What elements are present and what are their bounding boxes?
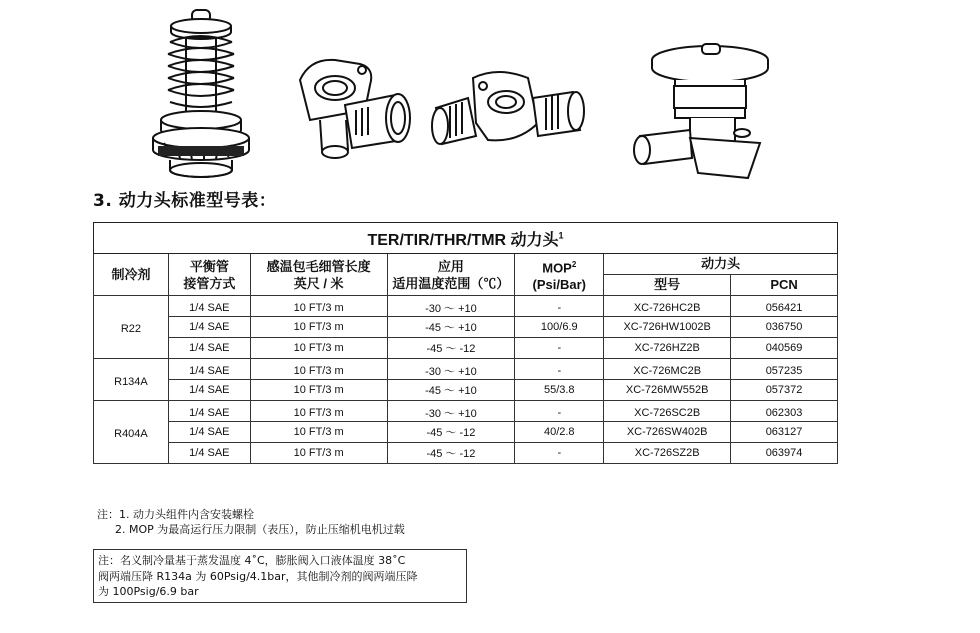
valve-body-elbow-drawing [290,50,420,170]
capacity-note-line-2: 阀两端压降 R134a 为 60Psig/4.1bar，其他制冷剂的阀两端压降 [98,569,418,583]
header-model: 型号 [604,275,731,296]
cell-capillary: 10 FT/3 m [250,317,387,338]
cell-range: -45 ～ +10 [387,380,515,401]
valve-spring-assembly-drawing [150,8,260,188]
cell-pcn: 056421 [731,296,838,317]
cell-balance: 1/4 SAE [168,443,250,464]
header-pcn: PCN [731,275,838,296]
cell-capillary: 10 FT/3 m [250,338,387,359]
cell-refrigerant: R404A [94,401,169,464]
product-images [0,0,980,185]
cell-pcn: 062303 [731,401,838,422]
cell-range: -30 ～ +10 [387,401,515,422]
power-head-model-table [93,222,838,464]
cell-capillary: 10 FT/3 m [250,401,387,422]
cell-model: XC-726SW402B [604,422,731,443]
header-mop-label: MOP [542,260,572,276]
footnote-2: 2. MOP 为最高运行压力限制（表压），防止压缩机电机过载 [115,523,405,536]
footnote-1: 注：1. 动力头组件内含安装螺栓 [97,508,254,521]
table-row [94,359,838,380]
cell-balance: 1/4 SAE [168,338,250,359]
cell-mop: - [515,338,604,359]
cell-model: XC-726SC2B [604,401,731,422]
cell-pcn: 057235 [731,359,838,380]
cell-range: -45 ～ -12 [387,422,515,443]
header-power-head: 动力头 [604,254,838,275]
cell-model: XC-726MW552B [604,380,731,401]
cell-capillary: 10 FT/3 m [250,443,387,464]
header-balance-line [168,254,250,296]
cell-balance: 1/4 SAE [168,422,250,443]
header-capillary-1: 感温包毛细管长度 [266,258,371,274]
table-row [94,338,838,359]
cell-capillary: 10 FT/3 m [250,422,387,443]
cell-mop: 55/3.8 [515,380,604,401]
cell-mop: 40/2.8 [515,422,604,443]
valve-body-straight-drawing [428,68,588,168]
expansion-valve-drawing [630,38,780,188]
cell-model: XC-726HZ2B [604,338,731,359]
cell-range: -45 ～ -12 [387,338,515,359]
footnotes [97,507,405,537]
table-body [94,296,838,464]
cell-capillary: 10 FT/3 m [250,380,387,401]
cell-capillary: 10 FT/3 m [250,296,387,317]
header-balance-line-2: 接管方式 [183,275,236,291]
cell-pcn: 063974 [731,443,838,464]
table-row [94,422,838,443]
cell-model: XC-726HW1002B [604,317,731,338]
cell-balance: 1/4 SAE [168,380,250,401]
header-refrigerant: 制冷剂 [94,254,169,296]
table-row [94,443,838,464]
table-title-footnote: 1 [558,230,564,241]
cell-model: XC-726HC2B [604,296,731,317]
table-row [94,296,838,317]
cell-balance: 1/4 SAE [168,296,250,317]
table-row [94,380,838,401]
table-title [94,223,838,254]
cell-model: XC-726SZ2B [604,443,731,464]
cell-mop: - [515,296,604,317]
capacity-note-line-3: 为 100Psig/6.9 bar [98,585,199,598]
cell-pcn: 040569 [731,338,838,359]
header-balance-line-1: 平衡管 [189,258,229,274]
header-capillary-2: 英尺 / 米 [293,275,344,291]
header-mop [515,254,604,296]
cell-pcn: 063127 [731,422,838,443]
cell-refrigerant: R134A [94,359,169,401]
header-application-1: 应用 [437,258,464,274]
table-row [94,317,838,338]
cell-refrigerant: R22 [94,296,169,359]
cell-range: -30 ～ +10 [387,359,515,380]
cell-mop: - [515,401,604,422]
cell-mop: - [515,359,604,380]
header-capillary [250,254,387,296]
cell-mop: - [515,443,604,464]
cell-balance: 1/4 SAE [168,359,250,380]
cell-range: -45 ～ -12 [387,443,515,464]
section-title: 3. 动力头标准型号表： [93,191,277,211]
header-application-2: 适用温度范围（℃） [392,275,510,291]
header-mop-footnote: 2 [571,259,577,269]
header-mop-unit: (Psi/Bar) [532,277,586,293]
header-application [387,254,515,296]
capacity-note-box [93,549,467,603]
cell-model: XC-726MC2B [604,359,731,380]
cell-pcn: 036750 [731,317,838,338]
capacity-note-line-1: 注：名义制冷量基于蒸发温度 4˚C，膨胀阀入口液体温度 38˚C [98,554,406,567]
cell-capillary: 10 FT/3 m [250,359,387,380]
cell-range: -30 ～ +10 [387,296,515,317]
table-row [94,401,838,422]
cell-pcn: 057372 [731,380,838,401]
cell-balance: 1/4 SAE [168,317,250,338]
cell-mop: 100/6.9 [515,317,604,338]
table-title-text: TER/TIR/THR/TMR 动力头 [367,231,559,249]
cell-balance: 1/4 SAE [168,401,250,422]
cell-range: -45 ～ +10 [387,317,515,338]
